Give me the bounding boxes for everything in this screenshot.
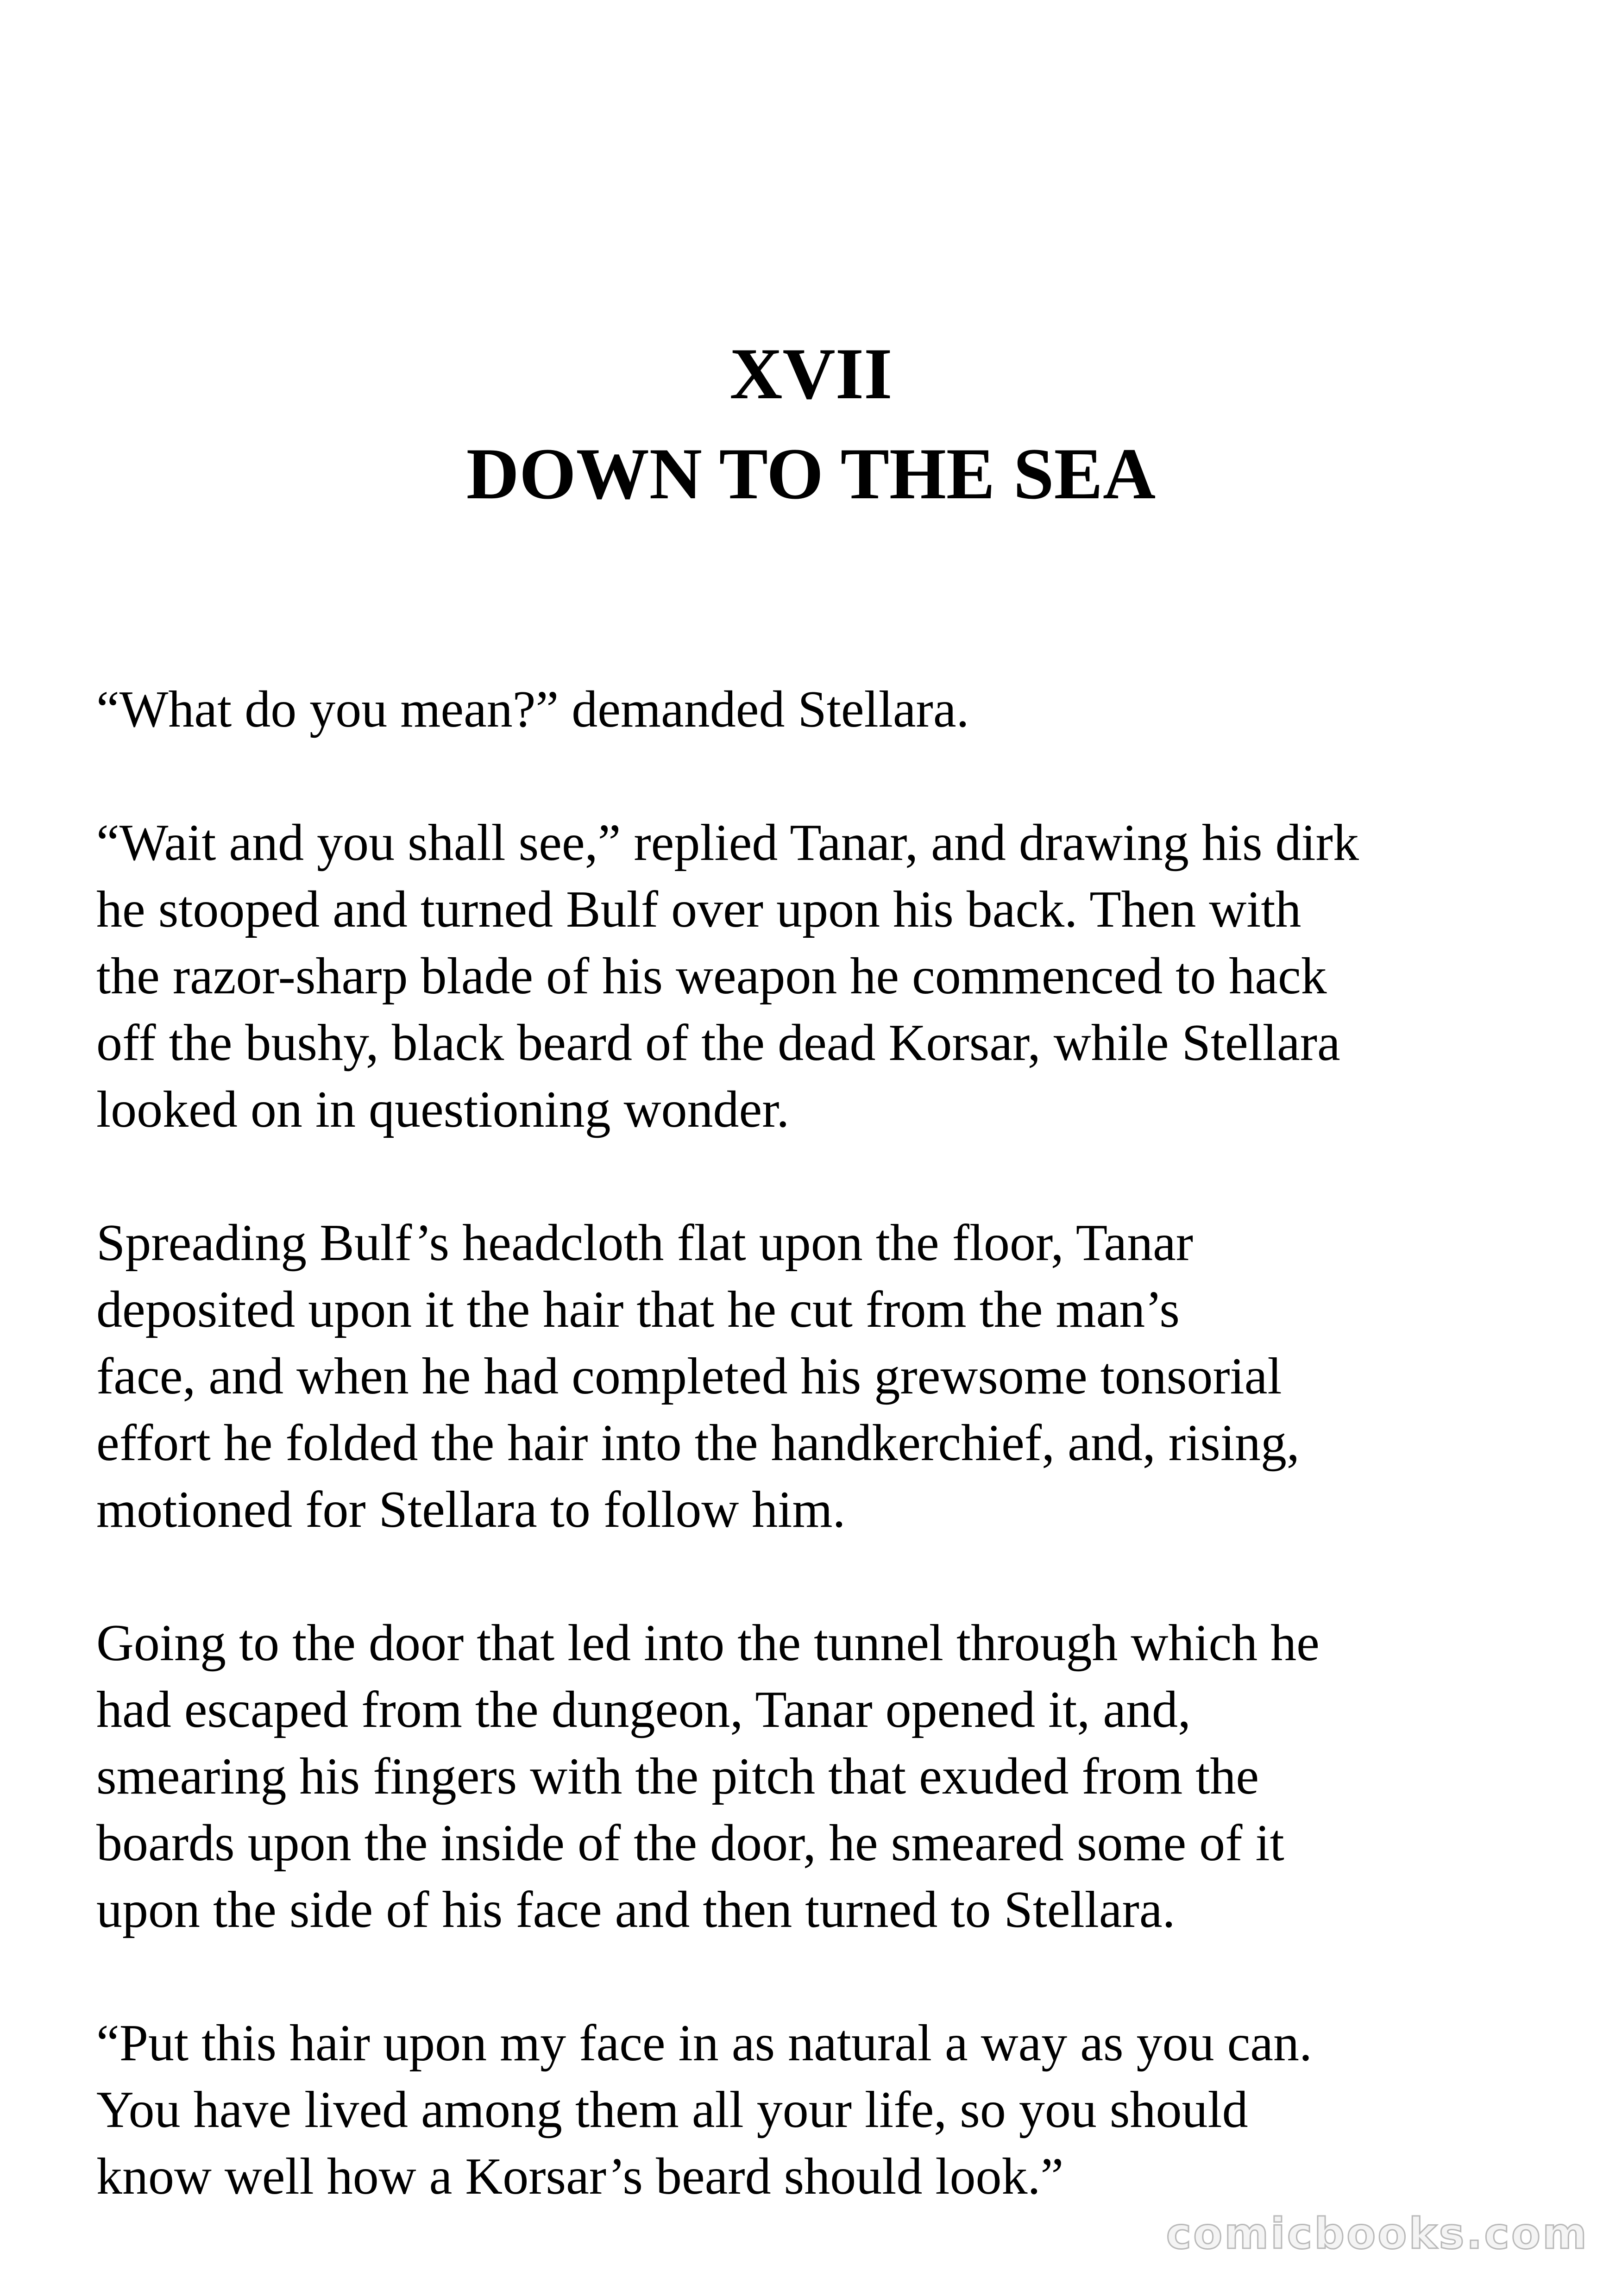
chapter-number: XVII: [729, 333, 893, 414]
text-line: smearing his fingers with the pitch that exuded from the: [96, 1748, 1259, 1805]
text-line: the razor-sharp blade of his weapon he commenced to hack: [96, 947, 1327, 1005]
text-line: deposited upon it the hair that he cut from the man’s: [96, 1281, 1180, 1338]
text-line: had escaped from the dungeon, Tanar opened it, and,: [96, 1681, 1191, 1738]
chapter-body: [96, 676, 1541, 2277]
text-line: boards upon the inside of the door, he smeared some of it: [96, 1814, 1284, 1872]
paragraph: [96, 676, 1541, 743]
text-line: “What do you mean?” demanded Stellara.: [96, 681, 969, 738]
text-line: Spreading Bulf’s headcloth flat upon the floor, Tanar: [96, 1214, 1194, 1272]
paragraph: [96, 1210, 1541, 1543]
text-line: know well how a Korsar’s beard should look.”: [96, 2148, 1064, 2205]
text-line: “Wait and you shall see,” replied Tanar, and drawing his dirk: [96, 814, 1359, 872]
text-line: effort he folded the hair into the handkerchief, and, rising,: [96, 1414, 1300, 1472]
paragraph: [96, 1610, 1541, 1943]
text-line: Going to the door that led into the tunnel through which he: [96, 1614, 1320, 1672]
chapter-title: DOWN TO THE SEA: [466, 433, 1156, 514]
text-line: face, and when he had completed his grewsome tonsorial: [96, 1348, 1282, 1405]
text-line: he stooped and turned Bulf over upon his back. Then with: [96, 881, 1301, 938]
watermark: comicbooks.com: [1166, 2209, 1589, 2258]
text-line: You have lived among them all your life, so you should: [96, 2081, 1248, 2139]
text-line: “Put this hair upon my face in as natural a way as you can.: [96, 2014, 1312, 2072]
paragraph: [96, 809, 1541, 1143]
text-line: motioned for Stellara to follow him.: [96, 1481, 846, 1538]
text-line: off the bushy, black beard of the dead Korsar, while Stellara: [96, 1014, 1340, 1072]
text-line: upon the side of his face and then turned to Stellara.: [96, 1881, 1176, 1938]
chapter-heading: [0, 324, 1622, 524]
paragraph: [96, 2010, 1541, 2210]
text-line: looked on in questioning wonder.: [96, 1081, 790, 1138]
